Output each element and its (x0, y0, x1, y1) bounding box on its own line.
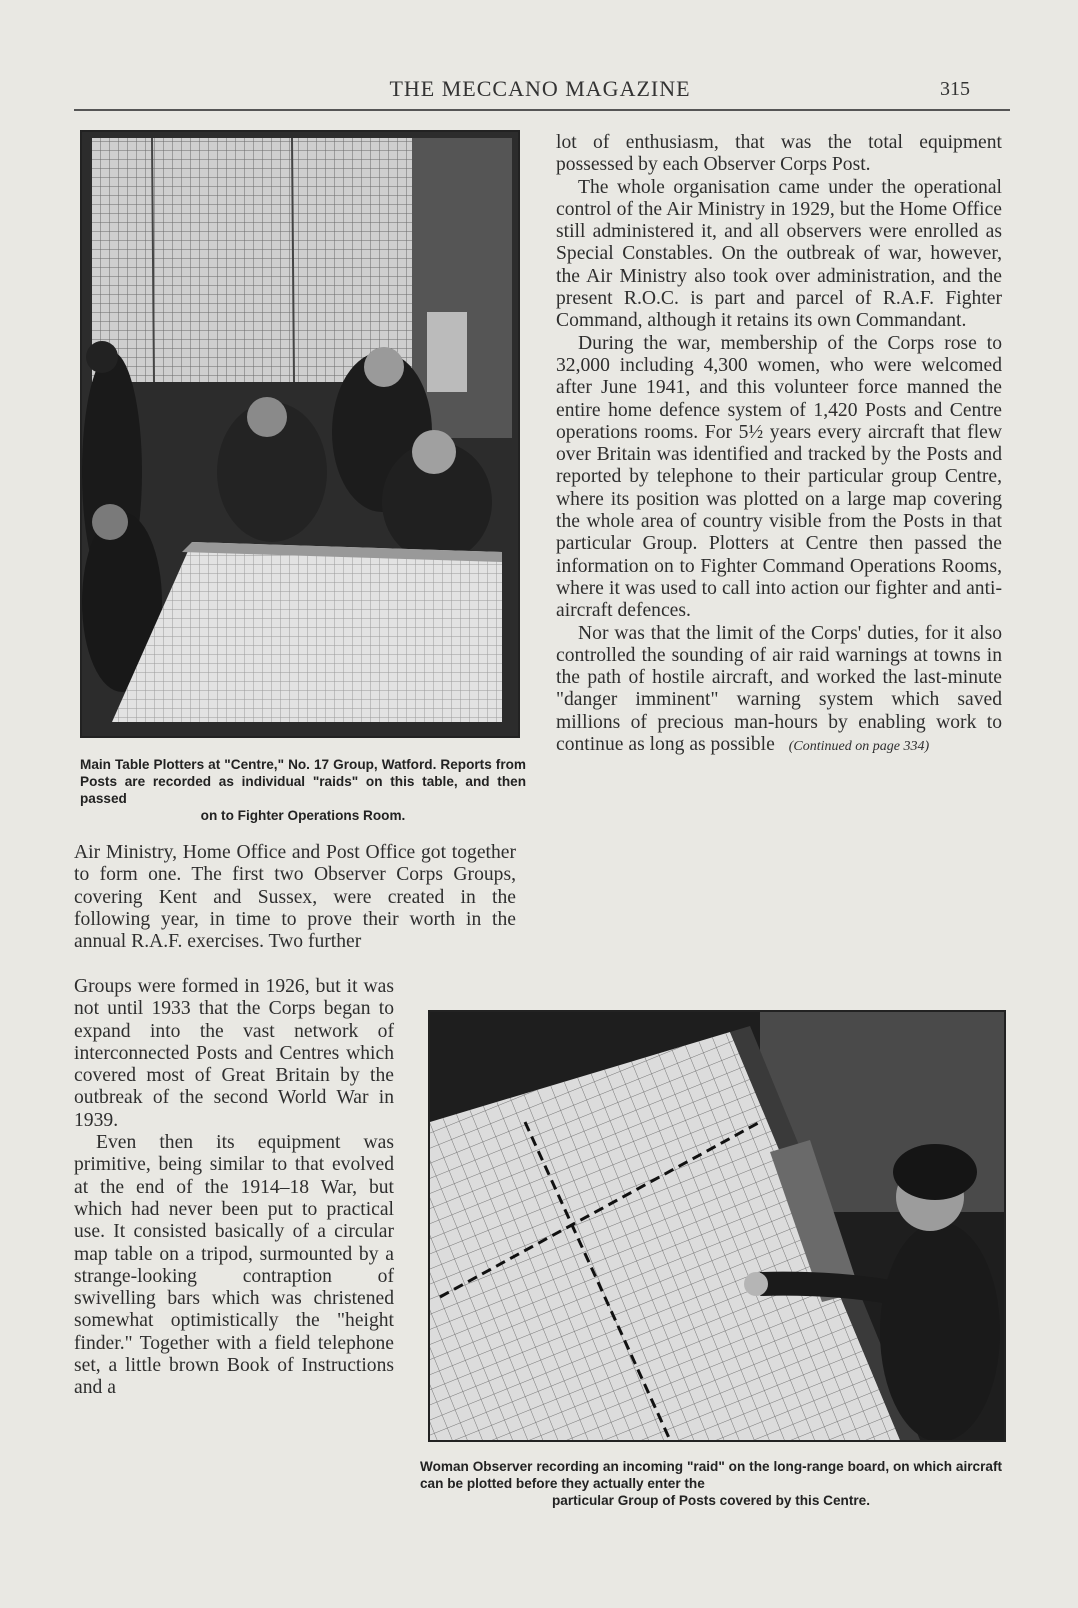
left-column-upper (74, 842, 516, 953)
continued-note: (Continued on page 334) (788, 739, 930, 755)
right-paragraph-1: lot of enthusiasm, that was the total equipment possessed by each Observer Corps Post. (556, 132, 1002, 176)
figure1-caption (80, 756, 526, 824)
long-range-board-photo (428, 1010, 1006, 1442)
running-header-title: THE MECCANO MAGAZINE (389, 76, 691, 101)
page-number: 315 (940, 78, 970, 100)
left-paragraph-2: Even then its equipment was primitive, being similar to that evolved at the end of the 1914–18 War, but which had never been put to practical use. It consisted basically of a circular map table on a tripod, surmounted by a strange-looking contraption of swivelling bars which was christened somewhat optimistically the "height finder." Together with a field telephone set, a little brown Book of Instructions and a (74, 1132, 394, 1399)
figure2-caption-text: Woman Observer recording an incoming "raid" on the long-range board, on which aircraft can be plotted before they actually enter the (420, 1459, 1002, 1491)
left-paragraph-1b: Groups were formed in 1926, but it was not until 1933 that the Corps began to expand into the vast network of interconnected Posts and Centres which covered most of Great Britain by the outbreak of the second World War in 1939. (74, 976, 394, 1131)
left-column-lower (74, 976, 394, 1400)
right-paragraph-2: The whole organisation came under the operational control of the Air Ministry in 1929, but the Home Office still administered it, and all observers were enrolled as Special Constables. On the outbreak of war, however, the Air Ministry also took over administration, and the present R.O.C. is part and parcel of R.A.F. Fighter Command, although it retains its own Commandant. (556, 176, 1002, 332)
right-paragraph-4: Nor was that the limit of the Corps' duties, for it also controlled the sounding of air raid warnings at towns in the path of hostile aircraft, and worked the last-minute "danger imminent" warning system which saved millions of precious man-hours by enabling work to continue as long as possible (556, 622, 1002, 756)
figure1-caption-text: Main Table Plotters at "Centre," No. 17 Group, Watford. Reports from Posts are recorded as individual "raids" on this table, and then passed (80, 757, 526, 806)
figure1-caption-last: on to Fighter Operations Room. (200, 808, 406, 823)
figure2-caption (420, 1458, 1002, 1509)
left-paragraph-1: Air Ministry, Home Office and Post Office got together to form one. The first two Observer Corps Groups, covering Kent and Sussex, were created in the following year, in time to prove their worth in the annual R.A.F. exercises. Two further (74, 842, 516, 953)
plotters-table-photo (80, 130, 520, 738)
right-column (556, 132, 1002, 758)
figure2-caption-last: particular Group of Posts covered by this Centre. (551, 1493, 870, 1508)
header-rule (74, 109, 1010, 111)
right-paragraph-3: During the war, membership of the Corps rose to 32,000 including 4,300 women, who were welcomed after June 1941, and this volunteer force manned the entire home defence system of 1,420 Posts and Centre operations rooms. For 5½ years every aircraft that flew over Britain was identified and tracked by the Posts and reported by telephone to their particular group Centre, where its position was plotted on a large map covering the whole area of country visible from the Posts in that particular Group. Plotters at Centre then passed the information on to Fighter Command Operations Rooms, where it was used to call into action our fighter and anti-aircraft defences. (556, 332, 1002, 622)
